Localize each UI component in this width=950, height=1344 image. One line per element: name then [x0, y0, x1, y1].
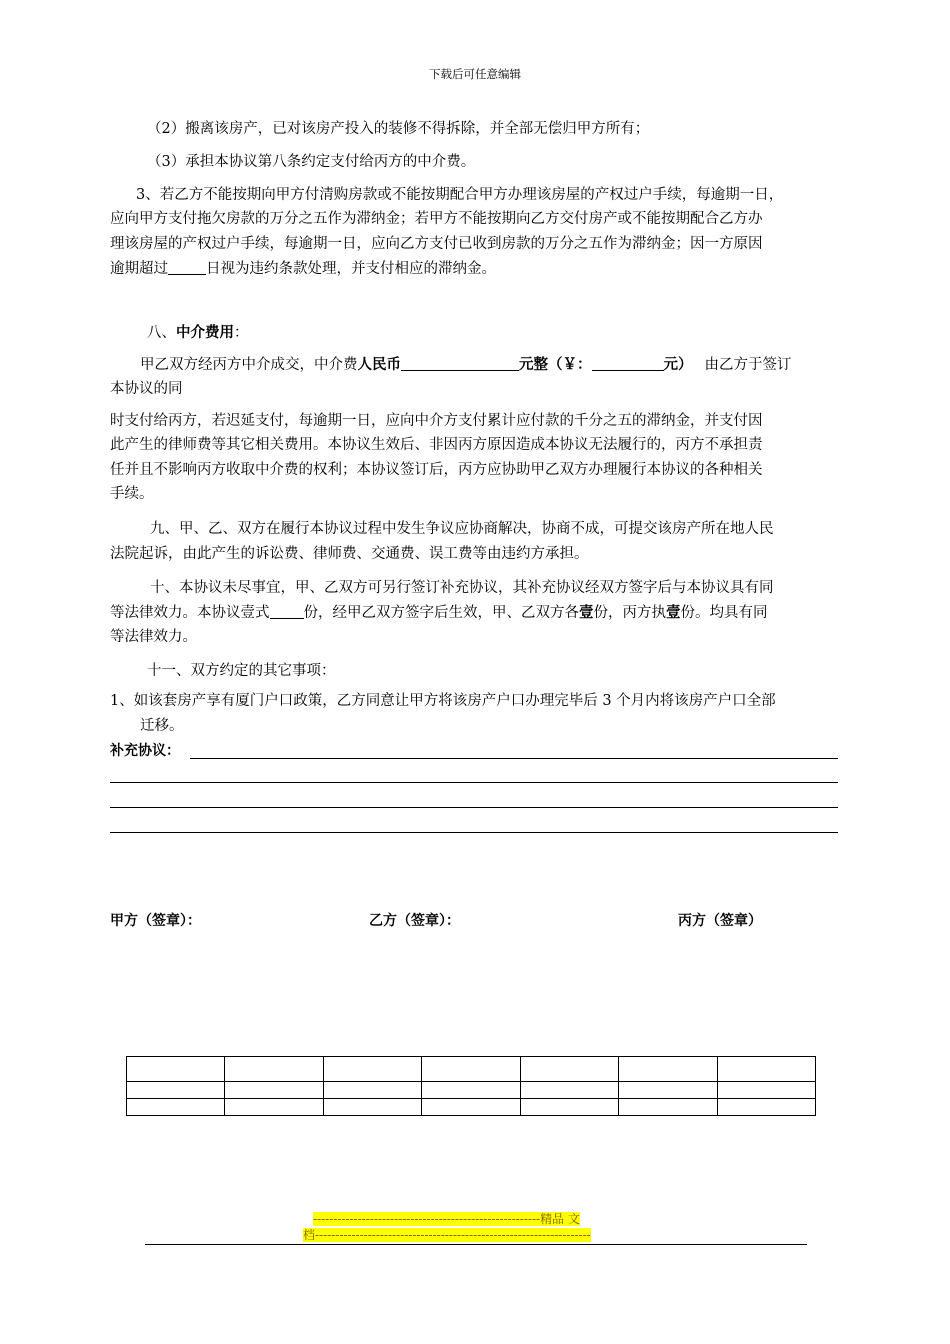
section-9-line-1: 九、甲、乙、双方在履行本协议过程中发生争议应协商解决，协商不成，可提交该房产所在地人民 [150, 521, 774, 537]
table-cell[interactable] [422, 1082, 520, 1099]
copies-text: 份，经甲乙双方签字后生效，甲、乙双方各 [303, 605, 579, 621]
fee-yuan-close: 元） [663, 356, 693, 373]
section-8-line-5: 任并且不影响丙方收取中介费的权利；本协议签订后，丙方应协助甲乙双方办理履行本协议的各种相关 [110, 462, 763, 478]
fee-currency-label: 人民币 [357, 356, 401, 373]
overdue-suffix: 日视为违约条款处理，并支付相应的滞纳金。 [206, 261, 496, 277]
section-8-number: 八、 [147, 325, 176, 341]
clause-7-2: （2）搬离该房产，已对该房产投入的装修不得拆除，并全部无偿归甲方所有； [147, 121, 650, 137]
party-b-signature: 乙方（签章）： [369, 913, 460, 929]
table-cell[interactable] [717, 1099, 815, 1116]
overdue-prefix: 逾期超过 [110, 261, 168, 277]
footer-rule [145, 1244, 807, 1245]
section-8-title [147, 321, 877, 345]
copies-prefix: 等法律效力。本协议壹式 [110, 605, 270, 621]
footer-watermark-line-2: 档-------------------------------------------------------------------- [303, 1228, 591, 1242]
table-row [127, 1082, 816, 1099]
section-8-heading: 中介费用 [176, 324, 234, 341]
section-8-line-4: 此产生的律师费等其它相关费用。本协议生效后、非因丙方原因造成本协议无法履行的，丙方不承担责 [110, 437, 763, 453]
copies-ab-count: 壹 [579, 604, 594, 621]
fee-amount-number-blank[interactable] [592, 354, 664, 371]
party-a-signature: 甲方（签章）： [110, 913, 201, 929]
fee-amount-words-blank[interactable] [401, 354, 519, 371]
table-cell[interactable] [323, 1057, 421, 1082]
table-cell[interactable] [225, 1057, 323, 1082]
section-11-item-1-cont: 迁移。 [140, 718, 184, 734]
section-8-line-3: 时支付给丙方，若迟延支付，每逾期一日，应向中介方支付累计应付款的千分之五的滞纳金，并支付因 [110, 413, 763, 429]
section-10-line-1: 十、本协议未尽事宜，甲、乙双方可另行签订补充协议，其补充协议经双方签字后与本协议具有同 [150, 580, 774, 596]
overdue-days-blank[interactable] [168, 258, 206, 275]
copies-suffix: 份。均具有同 [680, 605, 768, 621]
copies-c-text: 份，丙方执 [593, 605, 666, 621]
table-cell[interactable] [619, 1057, 717, 1082]
table-cell[interactable] [323, 1099, 421, 1116]
fee-amount-yuan-label: 元整（￥： [519, 356, 592, 373]
section-8-line-6: 手续。 [110, 486, 154, 502]
supplement-line-2[interactable] [110, 782, 838, 783]
table-cell[interactable] [619, 1082, 717, 1099]
clause-7-penalty-line-1: 3、若乙方不能按期向甲方付清购房款或不能按期配合甲方办理该房屋的产权过户手续，每逾期一日， [136, 187, 784, 203]
footer-watermark-line-1: --------------------------------------------------------精品 文 [313, 1212, 580, 1226]
table-cell[interactable] [127, 1057, 225, 1082]
table-cell[interactable] [422, 1099, 520, 1116]
table-cell[interactable] [520, 1057, 618, 1082]
table-cell[interactable] [520, 1099, 618, 1116]
table-row [127, 1099, 816, 1116]
clause-7-penalty-line-3: 理该房屋的产权过户手续，每逾期一日，应向乙方支付已收到房款的万分之五作为滞纳金；因一方原因 [110, 236, 763, 252]
fee-intro: 甲乙双方经丙方中介成交，中介费 [140, 357, 358, 373]
clause-7-penalty-line-2: 应向甲方支付拖欠房款的万分之五作为滞纳金；若甲方不能按期向乙方交付房产或不能按期配合乙方办 [110, 211, 763, 227]
copies-count-blank[interactable] [270, 602, 304, 619]
table-cell[interactable] [323, 1082, 421, 1099]
section-8-colon: ： [234, 325, 249, 341]
table-cell[interactable] [717, 1082, 815, 1099]
empty-table [126, 1056, 816, 1116]
table-cell[interactable] [127, 1082, 225, 1099]
section-10-line-2 [110, 601, 840, 625]
section-8-line-2: 本协议的同 [110, 381, 183, 397]
table-cell[interactable] [619, 1099, 717, 1116]
page-header: 下载后可任意编辑 [429, 67, 521, 81]
fee-payer-text: 由乙方于签订 [704, 357, 792, 373]
table-row [127, 1057, 816, 1082]
table-cell[interactable] [225, 1082, 323, 1099]
supplement-line-3[interactable] [110, 807, 838, 808]
table-cell[interactable] [520, 1082, 618, 1099]
table-cell[interactable] [225, 1099, 323, 1116]
section-8-line-1 [140, 353, 870, 377]
clause-7-3: （3）承担本协议第八条约定支付给丙方的中介费。 [147, 154, 476, 170]
section-11-item-1: 1、如该套房产享有厦门户口政策，乙方同意让甲方将该房产户口办理完毕后 3 个月内将该房产户口全部 [110, 693, 776, 709]
party-c-signature: 丙方（签章） [678, 913, 762, 929]
supplement-label: 补充协议： [110, 743, 180, 759]
supplement-line-4[interactable] [110, 832, 838, 833]
supplement-line-1[interactable] [190, 758, 838, 759]
section-10-line-3: 等法律效力。 [110, 629, 197, 645]
copies-c-count: 壹 [666, 604, 681, 621]
table-cell[interactable] [127, 1099, 225, 1116]
table-cell[interactable] [717, 1057, 815, 1082]
section-11-title: 十一、双方约定的其它事项： [147, 663, 336, 679]
table-cell[interactable] [422, 1057, 520, 1082]
section-9-line-2: 法院起诉，由此产生的诉讼费、律师费、交通费、误工费等由违约方承担。 [110, 546, 589, 562]
clause-7-penalty-line-4 [110, 257, 840, 281]
